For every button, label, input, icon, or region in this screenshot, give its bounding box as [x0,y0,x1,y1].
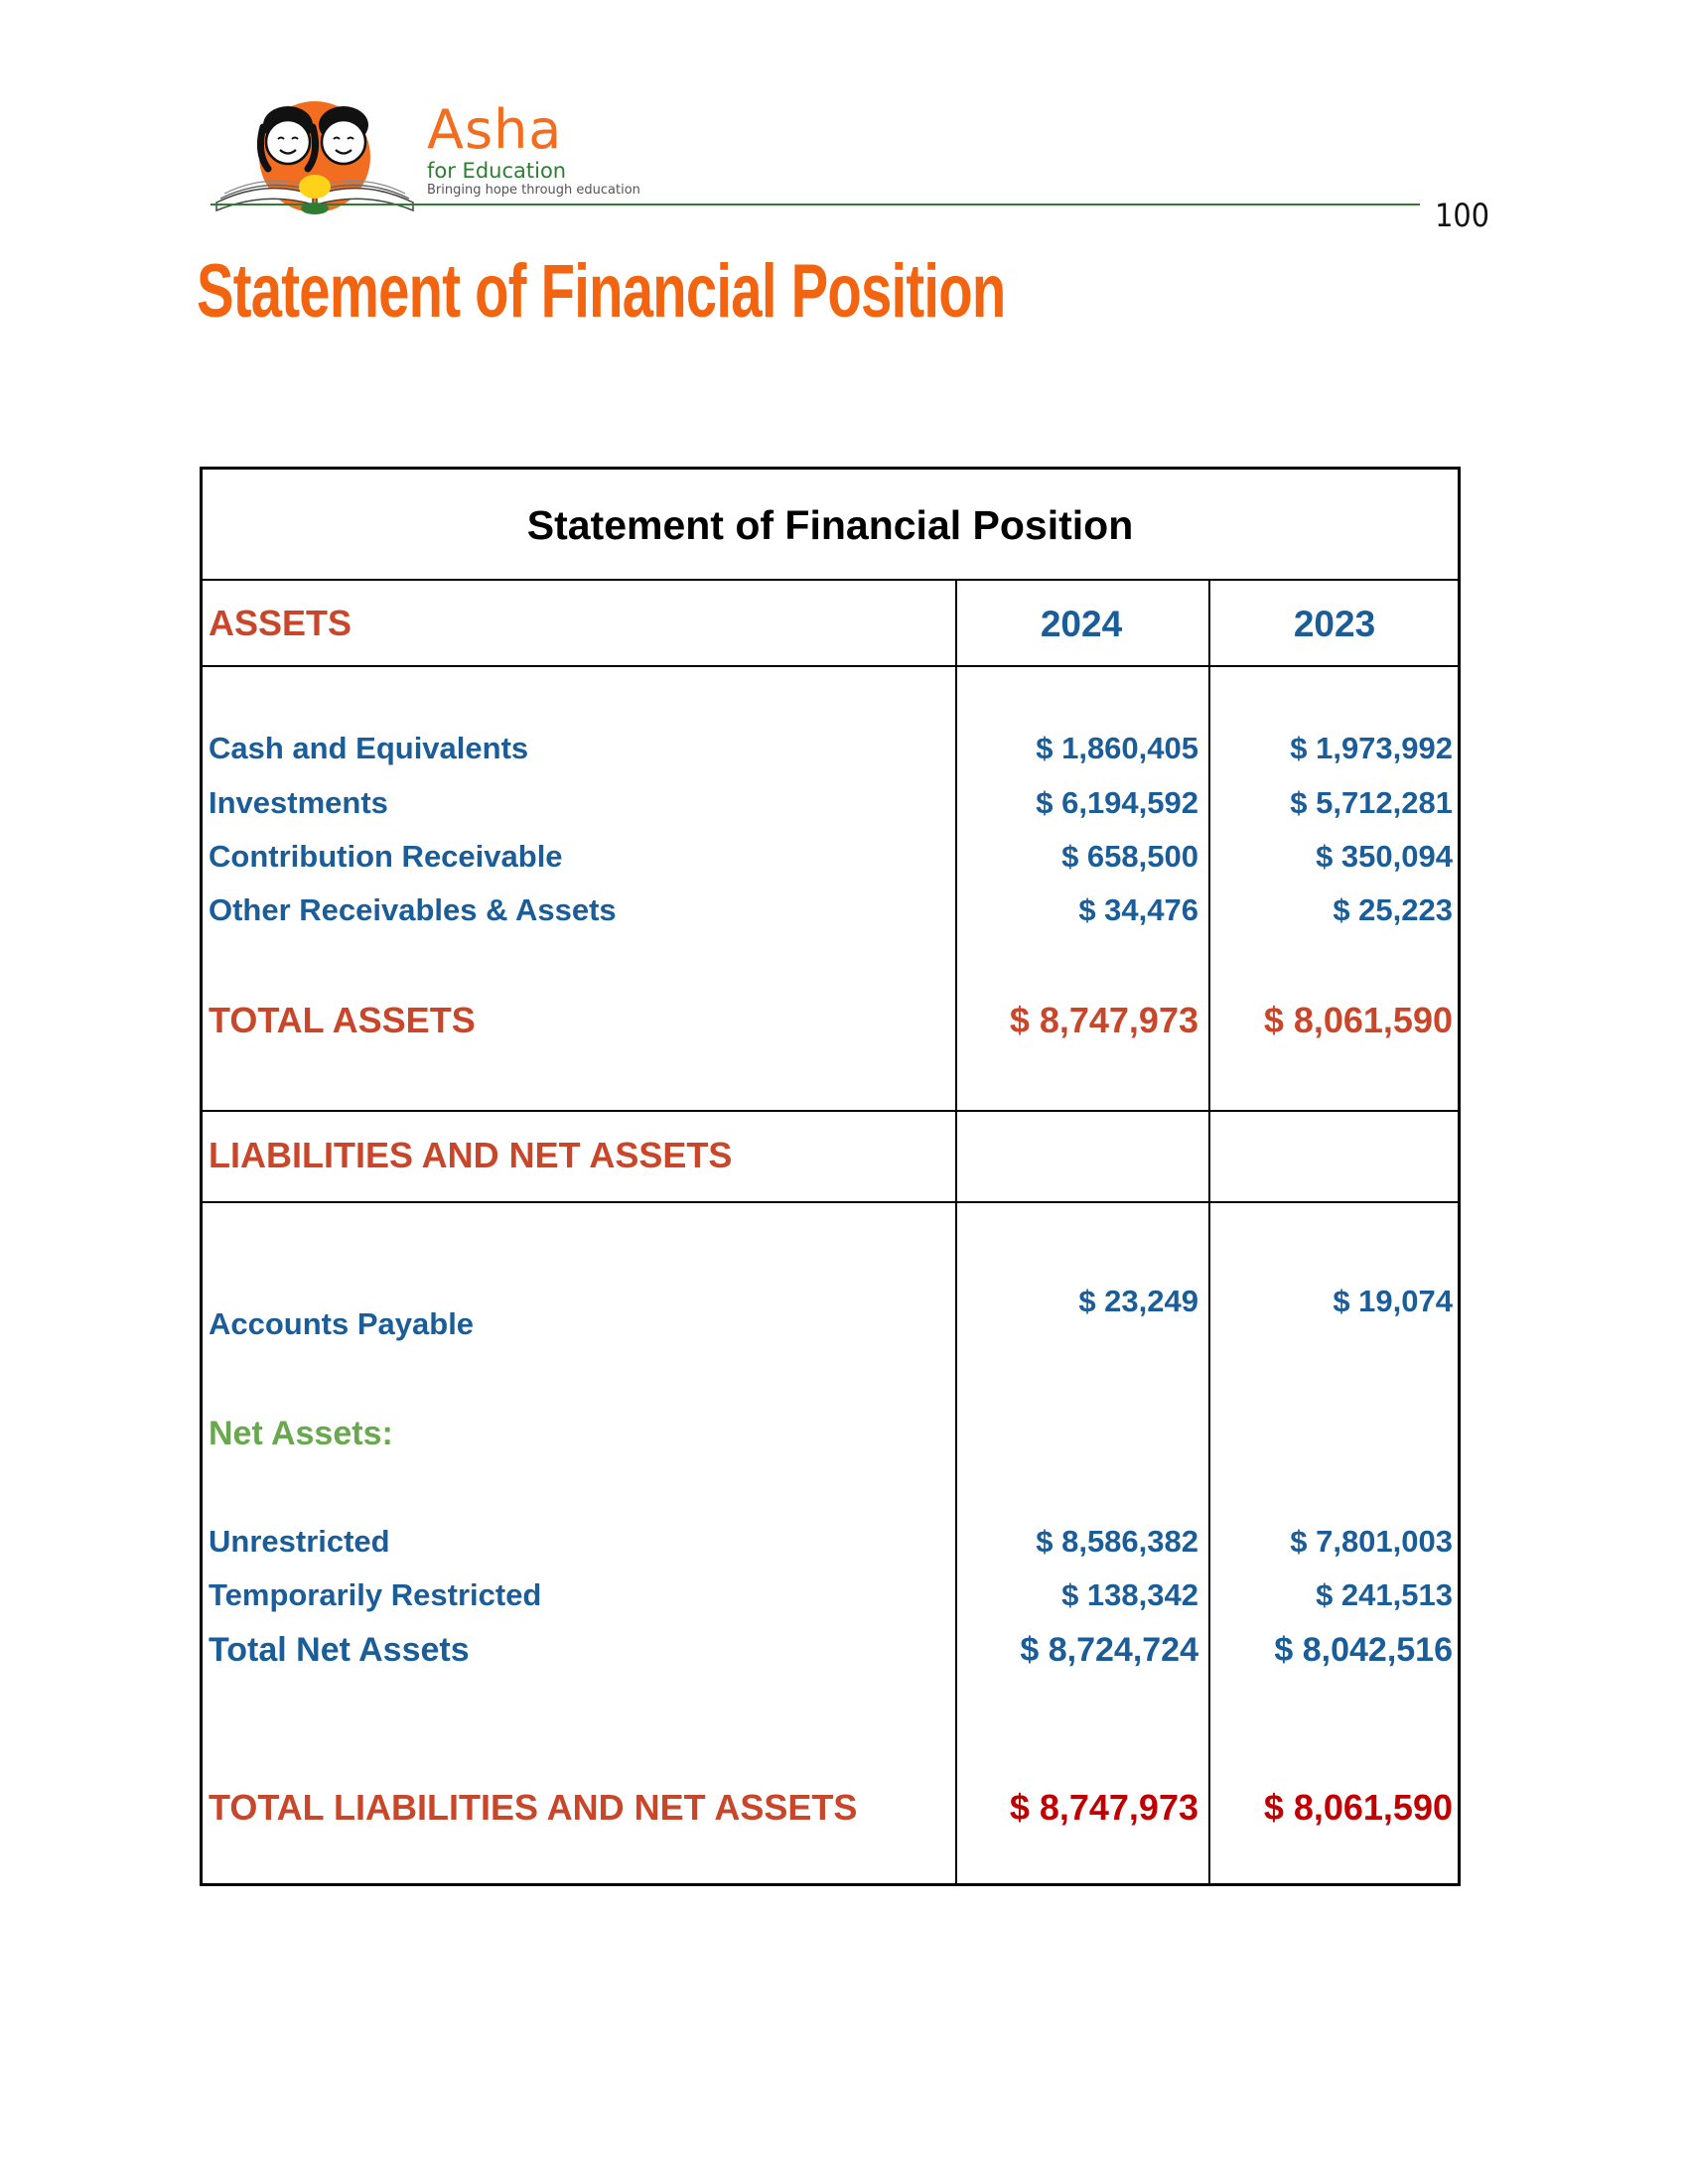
net-assets-heading: Net Assets: [209,1415,393,1452]
total-liabilities-label: TOTAL LIABILITIES AND NET ASSETS [209,1787,858,1828]
net-asset-value-2024: $ 8,586,382 [1036,1524,1198,1559]
net-asset-value-2023: $ 241,513 [1316,1577,1453,1612]
column-divider [1208,579,1210,1883]
asset-label: Investments [209,785,388,820]
asset-value-2024: $ 658,500 [1061,839,1198,874]
asha-logo [211,95,647,216]
brand-name: Asha [427,98,563,161]
total-net-assets-label: Total Net Assets [209,1631,470,1669]
total-assets-2023: $ 8,061,590 [1263,1000,1453,1040]
asset-label: Cash and Equivalents [209,731,529,765]
table-divider [203,665,1458,667]
net-asset-label: Temporarily Restricted [209,1577,542,1612]
total-assets-2024: $ 8,747,973 [1009,1000,1198,1040]
asset-value-2023: $ 5,712,281 [1290,785,1453,820]
column-divider [955,579,957,1883]
accounts-payable-label: Accounts Payable [209,1306,475,1341]
brand-tagline: Bringing hope through education [427,183,640,198]
accounts-payable-2023: $ 19,074 [1333,1284,1453,1318]
asset-label: Contribution Receivable [209,839,563,874]
net-asset-value-2024: $ 138,342 [1061,1577,1198,1612]
asset-value-2023: $ 350,094 [1316,839,1453,874]
total-net-assets-2024: $ 8,724,724 [1020,1631,1198,1669]
accounts-payable-2024: $ 23,249 [1078,1284,1198,1318]
asset-value-2023: $ 25,223 [1333,892,1453,927]
table-divider [203,579,1458,581]
asset-value-2024: $ 6,194,592 [1036,785,1198,820]
page-title: Statement of Financial Position [197,249,1006,334]
total-assets-label: TOTAL ASSETS [209,1000,476,1040]
total-net-assets-2023: $ 8,042,516 [1274,1631,1453,1669]
table-caption: Statement of Financial Position [526,502,1134,548]
asset-label: Other Receivables & Assets [209,892,617,927]
assets-heading: ASSETS [209,603,352,643]
net-asset-label: Unrestricted [209,1524,390,1559]
table-divider [203,1110,1458,1112]
brand-subtitle: for Education [427,159,567,183]
total-liabilities-2024: $ 8,747,973 [1009,1787,1198,1828]
asha-logo-icon [211,95,419,216]
financial-position-table [200,467,1461,1886]
year-2023-header: 2023 [1293,604,1376,644]
header-divider [211,204,1420,205]
asset-value-2023: $ 1,973,992 [1290,731,1453,765]
asset-value-2024: $ 1,860,405 [1036,731,1198,765]
page-number: 100 [1435,197,1489,234]
total-liabilities-2023: $ 8,061,590 [1263,1787,1453,1828]
table-divider [203,1201,1458,1203]
year-2024-header: 2024 [1040,604,1123,644]
asset-value-2024: $ 34,476 [1078,892,1198,927]
liabilities-heading: LIABILITIES AND NET ASSETS [209,1135,733,1175]
net-asset-value-2023: $ 7,801,003 [1290,1524,1453,1559]
